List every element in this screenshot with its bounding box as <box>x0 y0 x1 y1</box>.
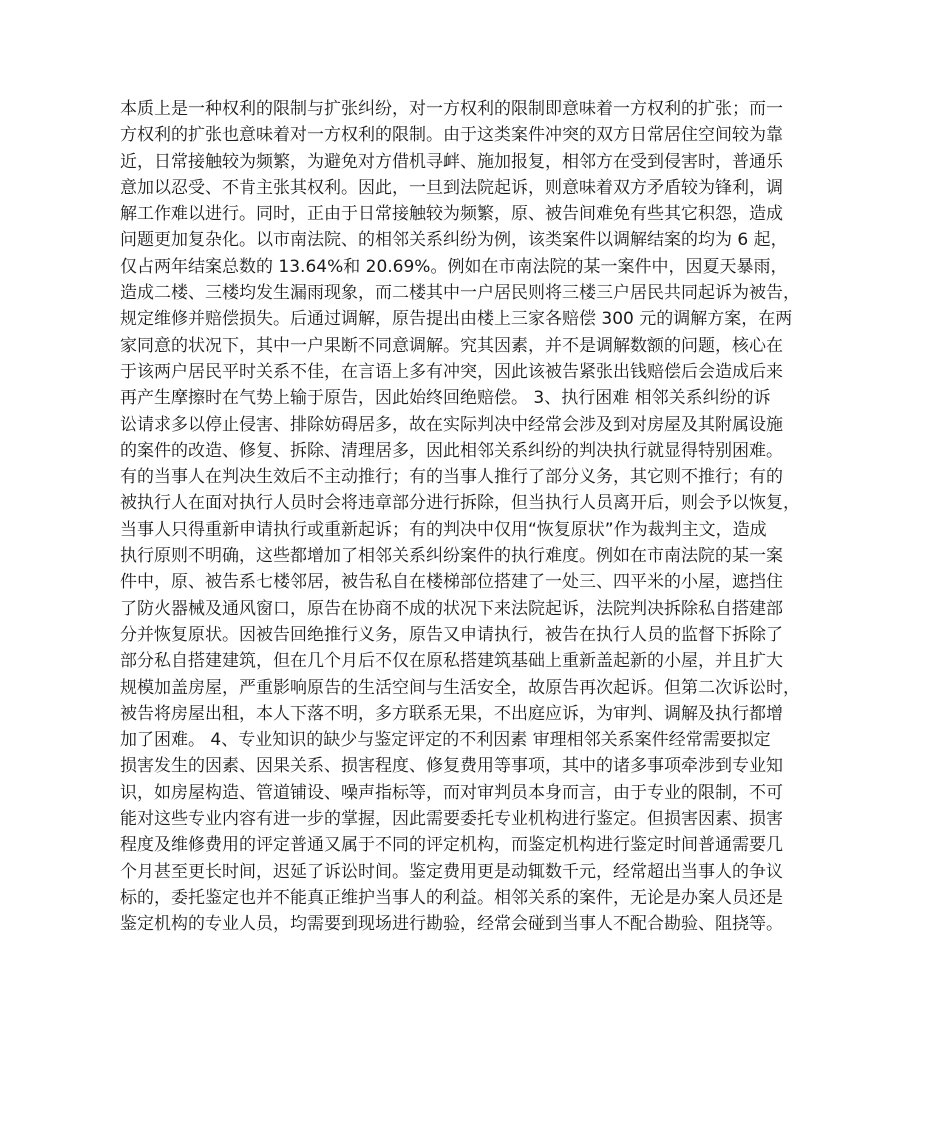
text-line: 当事人只得重新申请执行或重新起诉；有的判决中仅用“恢复原状”作为裁判主文，造成 <box>120 519 767 540</box>
text-line: 的案件的改造、修复、拆除、清理居多，因此相邻关系纠纷的判决执行就显得特别困难。 <box>120 440 783 461</box>
text-line: 识，如房屋构造、管道铺设、噪声指标等，而对审判员本身而言，由于专业的限制，不可 <box>120 782 783 803</box>
text-line: 规模加盖房屋，严重影响原告的生活空间与生活安全，故原告再次起诉。但第二次诉讼时， <box>120 677 800 698</box>
text-line: 有的当事人在判决生效后不主动推行；有的当事人推行了部分义务，其它则不推行；有的 <box>120 467 783 488</box>
text-line: 了防火器械及通风窗口，原告在协商不成的状况下来法院起诉，法院判决拆除私自搭建部 <box>120 598 783 619</box>
text-line: 能对这些专业内容有进一步的掌握，因此需要委托专业机构进行鉴定。但损害因素、损害 <box>120 809 783 830</box>
text-line: 近，日常接触较为频繁，为避免对方借机寻衅、施加报复，相邻方在受到侵害时，普通乐 <box>120 151 783 172</box>
body-paragraph <box>120 96 840 938</box>
text-line: 于该两户居民平时关系不佳，在言语上多有冲突，因此该被告紧张出钱赔偿后会造成后来 <box>120 361 783 382</box>
text-line: 加了困难。 4、专业知识的缺少与鉴定评定的不利因素 审理相邻关系案件经常需要拟定 <box>120 730 771 751</box>
text-line: 再产生摩擦时在气势上输于原告，因此始终回绝赔偿。 3、执行困难 相邻关系纠纷的诉 <box>120 388 771 409</box>
text-line: 被告将房屋出租，本人下落不明，多方联系无果，不出庭应诉，为审判、调解及执行都增 <box>120 703 783 724</box>
text-line: 鉴定机构的专业人员，均需要到现场进行勘验，经常会碰到当事人不配合勘验、阻挠等。 <box>120 914 783 935</box>
text-line: 部分私自搭建建筑，但在几个月后不仅在原私搭建筑基础上重新盖起新的小屋，并且扩大 <box>120 651 783 672</box>
text-line: 执行原则不明确，这些都增加了相邻关系纠纷案件的执行难度。例如在市南法院的某一案 <box>120 546 783 567</box>
text-line: 仅占两年结案总数的 13.64%和 20.69%。例如在市南法院的某一案件中，因夏天暴雨， <box>120 256 788 277</box>
text-line: 意加以忍受、不肯主张其权利。因此，一旦到法院起诉，则意味着双方矛盾较为锋利，调 <box>120 177 783 198</box>
text-line: 方权利的扩张也意味着对一方权利的限制。由于这类案件冲突的双方日常居住空间较为靠 <box>120 125 783 146</box>
text-line: 程度及维修费用的评定普通又属于不同的评定机构，而鉴定机构进行鉴定时间普通需要几 <box>120 835 783 856</box>
text-line: 规定维修并赔偿损失。后通过调解，原告提出由楼上三家各赔偿 300 元的调解方案，在两 <box>120 309 793 330</box>
text-line: 解工作难以进行。同时，正由于日常接触较为频繁，原、被告间难免有些其它积怨，造成 <box>120 204 783 225</box>
text-line: 被执行人在面对执行人员时会将违章部分进行拆除，但当执行人员离开后，则会予以恢复， <box>120 493 800 514</box>
text-line: 件中，原、被告系七楼邻居，被告私自在楼梯部位搭建了一处三、四平米的小屋，遮挡住 <box>120 572 783 593</box>
text-line: 讼请求多以停止侵害、排除妨碍居多，故在实际判决中经常会涉及到对房屋及其附属设施 <box>120 414 783 435</box>
text-line: 问题更加复杂化。以市南法院、的相邻关系纠纷为例，该类案件以调解结案的均为 6 起， <box>120 230 788 251</box>
text-line: 个月甚至更长时间，迟延了诉讼时间。鉴定费用更是动辄数千元，经常超出当事人的争议 <box>120 861 783 882</box>
text-line: 标的，委托鉴定也并不能真正维护当事人的利益。相邻关系的案件，无论是办案人员还是 <box>120 887 783 908</box>
text-line: 损害发生的因素、因果关系、损害程度、修复费用等事项，其中的诸多事项牵涉到专业知 <box>120 756 783 777</box>
text-line: 分并恢复原状。因被告回绝推行义务，原告又申请执行，被告在执行人员的监督下拆除了 <box>120 624 783 645</box>
text-line: 家同意的状况下，其中一户果断不同意调解。究其因素，并不是调解数额的问题，核心在 <box>120 335 783 356</box>
text-line: 本质上是一种权利的限制与扩张纠纷，对一方权利的限制即意味着一方权利的扩张；而一 <box>120 99 783 119</box>
text-line: 造成二楼、三楼均发生漏雨现象，而二楼其中一户居民则将三楼三户居民共同起诉为被告， <box>120 283 800 304</box>
